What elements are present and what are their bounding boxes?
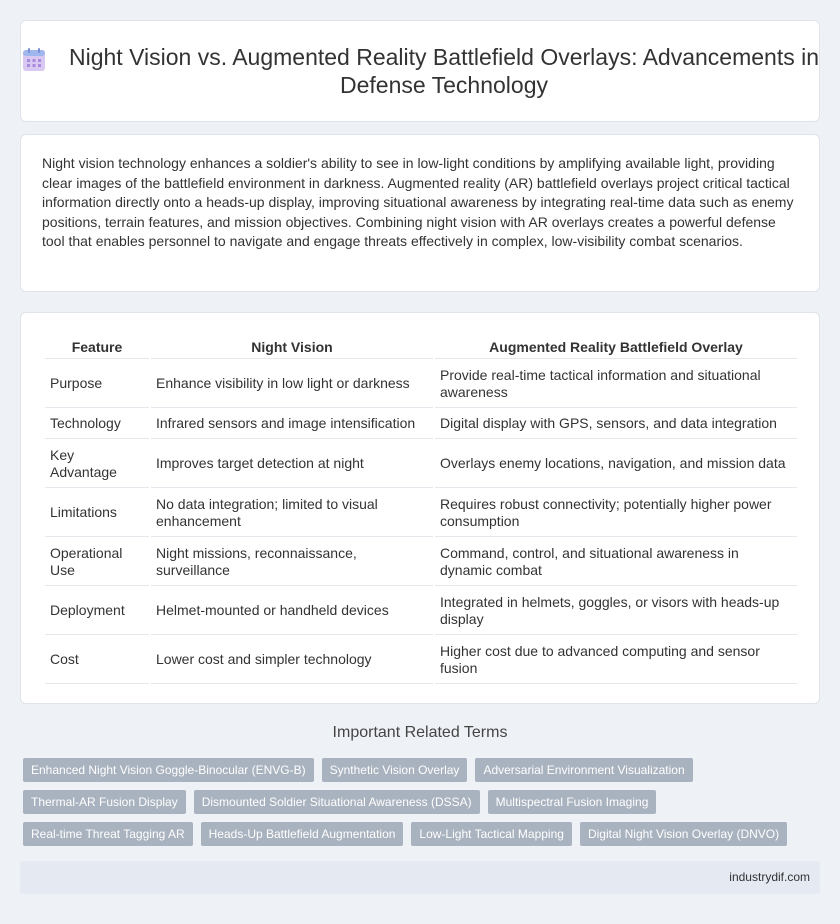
header-night-vision: Night Vision (151, 335, 433, 359)
cell-night-vision: No data integration; limited to visual enhancement (151, 490, 433, 537)
footer-site-link[interactable]: industrydif.com (729, 870, 810, 884)
intro-paragraph: Night vision technology enhances a soldier's ability to see in low-light conditions by amplifying available light, providing clear images of the battlefield environment in darkness. Augmented reality (AR) battlefield overlays project critical tactical information directly onto a heads-up display, improving situational awareness by integrating real-time data such as enemy positions, terrain features, and mission objectives. Combining night vision with AR overlays creates a powerful defense tool that enables personnel to navigate and engage threats effectively in complex, low-visibility combat scenarios. (42, 155, 794, 250)
related-term-tag[interactable]: Real-time Threat Tagging AR (23, 822, 193, 846)
related-term-tag[interactable]: Digital Night Vision Overlay (DNVO) (580, 822, 787, 846)
cell-ar-overlay: Requires robust connectivity; potentially higher power consumption (435, 490, 797, 537)
table-row (45, 361, 797, 408)
cell-feature: Limitations (45, 490, 149, 537)
comparison-table (43, 333, 799, 686)
cell-feature: Technology (45, 410, 149, 439)
related-term-tag[interactable]: Heads-Up Battlefield Augmentation (201, 822, 404, 846)
table-row (45, 637, 797, 684)
table-row (45, 441, 797, 488)
tag-row (23, 790, 813, 814)
cell-night-vision: Helmet-mounted or handheld devices (151, 588, 433, 635)
header-feature: Feature (45, 335, 149, 359)
header-ar-overlay: Augmented Reality Battlefield Overlay (435, 335, 797, 359)
related-term-tag[interactable]: Thermal-AR Fusion Display (23, 790, 186, 814)
cell-night-vision: Enhance visibility in low light or darkness (151, 361, 433, 408)
cell-night-vision: Lower cost and simpler technology (151, 637, 433, 684)
related-terms-heading: Important Related Terms (332, 724, 508, 741)
intro-card (20, 134, 820, 292)
cell-ar-overlay: Integrated in helmets, goggles, or visors with heads-up display (435, 588, 797, 635)
cell-feature: Deployment (45, 588, 149, 635)
page-title: Night Vision vs. Augmented Reality Battlefield Overlays: Advancements in Defense Technology (69, 44, 820, 98)
cell-feature: Cost (45, 637, 149, 684)
cell-ar-overlay: Higher cost due to advanced computing and sensor fusion (435, 637, 797, 684)
related-term-tag[interactable]: Synthetic Vision Overlay (322, 758, 468, 782)
cell-night-vision: Infrared sensors and image intensification (151, 410, 433, 439)
related-term-tag[interactable]: Adversarial Environment Visualization (475, 758, 692, 782)
cell-ar-overlay: Overlays enemy locations, navigation, and mission data (435, 441, 797, 488)
tag-row (23, 758, 813, 782)
title-card (20, 20, 820, 122)
table-row (45, 588, 797, 635)
related-term-tag[interactable]: Multispectral Fusion Imaging (488, 790, 657, 814)
cell-night-vision: Improves target detection at night (151, 441, 433, 488)
cell-ar-overlay: Command, control, and situational awareness in dynamic combat (435, 539, 797, 586)
cell-feature: Key Advantage (45, 441, 149, 488)
cell-feature: Operational Use (45, 539, 149, 586)
table-row (45, 410, 797, 439)
cell-feature: Purpose (45, 361, 149, 408)
related-terms-list (23, 758, 813, 854)
comparison-card (20, 312, 820, 704)
cell-ar-overlay: Digital display with GPS, sensors, and data integration (435, 410, 797, 439)
calendar-icon (21, 47, 47, 73)
tag-row (23, 822, 813, 846)
table-row (45, 539, 797, 586)
cell-night-vision: Night missions, reconnaissance, surveillance (151, 539, 433, 586)
table-row (45, 490, 797, 537)
related-term-tag[interactable]: Low-Light Tactical Mapping (411, 822, 572, 846)
table-header-row (45, 335, 797, 359)
cell-ar-overlay: Provide real-time tactical information and situational awareness (435, 361, 797, 408)
footer (20, 861, 820, 894)
related-term-tag[interactable]: Dismounted Soldier Situational Awareness (DSSA) (194, 790, 480, 814)
related-term-tag[interactable]: Enhanced Night Vision Goggle-Binocular (ENVG-B) (23, 758, 314, 782)
